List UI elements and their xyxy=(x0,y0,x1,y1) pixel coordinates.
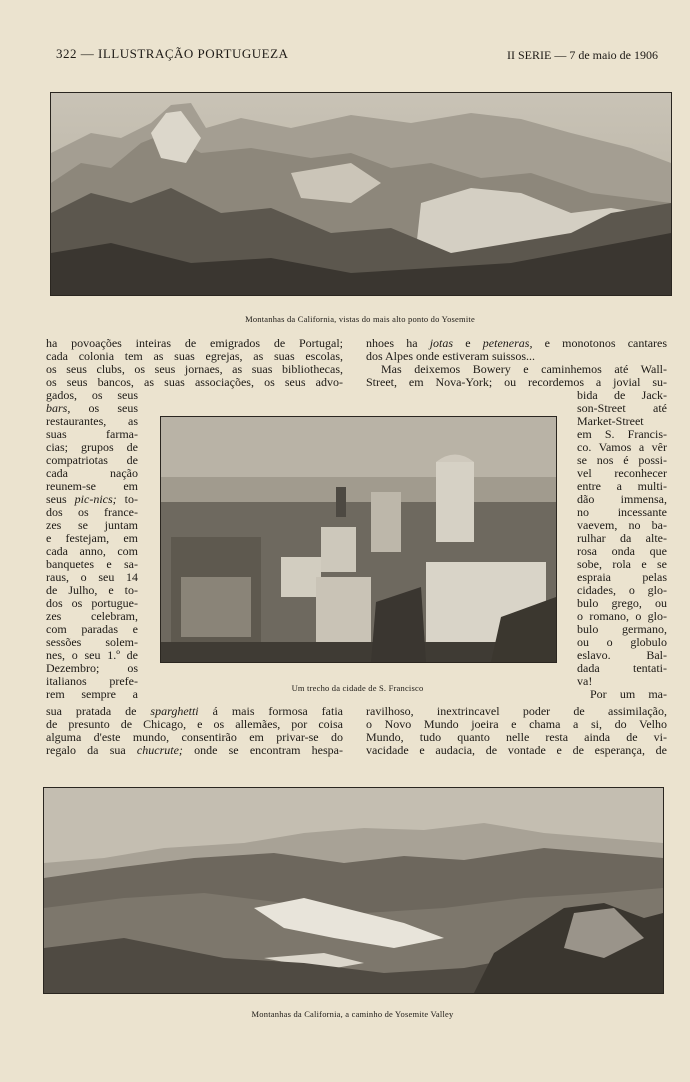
text-line: cias; grupos de xyxy=(46,440,138,454)
text-line: com paradas e xyxy=(46,622,138,636)
text-line: em S. Francis- xyxy=(577,427,667,441)
text-line: vacidade e audacia, de vontade e de esperança, de xyxy=(366,743,667,757)
text-line: o Novo Mundo joeira e chama a si, do Velho xyxy=(366,717,667,731)
text-line: ha povoações inteiras de emigrados de Portugal; xyxy=(46,336,343,350)
text-line: dos Alpes onde estiveram suissos... xyxy=(366,349,535,363)
text-line: son-Street até xyxy=(577,401,667,415)
top-photo-caption: Montanhas da California, vistas do mais alto ponto do Yosemite xyxy=(245,314,475,324)
text-line: os seus clubs, os seus jornaes, as suas bibliothecas, xyxy=(46,362,343,376)
text-line: seus pic-nics; to- xyxy=(46,492,138,506)
text-line: Por um ma- xyxy=(590,687,667,701)
text-line: espraia pelas xyxy=(577,570,667,584)
text-line: dos os france- xyxy=(46,505,138,519)
text-line: de Julho, e to- xyxy=(46,583,138,597)
text-line: ou o globulo xyxy=(577,635,667,649)
text-line: va! xyxy=(577,674,593,688)
san-francisco-city-photo xyxy=(160,416,557,663)
text-line: nes, o seu 1.º de xyxy=(46,648,138,662)
text-line: se nos é possi- xyxy=(577,453,667,467)
text-line: e festejam, em xyxy=(46,531,138,545)
text-line: Mundo, tudo quanto nelle resta ainda de vi- xyxy=(366,730,667,744)
text-line: vaevem, no ba- xyxy=(577,518,667,532)
text-line: rulhar da alte- xyxy=(577,531,667,545)
text-line: bida de Jack- xyxy=(577,388,667,402)
yosemite-peak-photo xyxy=(50,92,672,296)
text-line: Market-Street xyxy=(577,414,644,428)
text-line: cada anno, com xyxy=(46,544,138,558)
text-line: co. Vamos a vêr xyxy=(577,440,667,454)
text-line: nhoes ha jotas e peteneras, e monotonos cantares xyxy=(366,336,668,350)
text-line: dão immensa, xyxy=(577,492,667,506)
text-line: regalo da sua chucrute; onde se encontram hespa- xyxy=(46,743,343,757)
text-line: Street, em Nova-York; ou recordemos a jovial su- xyxy=(366,375,667,389)
text-line: reunem-se em xyxy=(46,479,138,493)
text-line: entre a multi- xyxy=(577,479,667,493)
italic-word: sparghetti xyxy=(150,704,199,718)
text-line: suas farma- xyxy=(46,427,138,441)
text-line: banquetes e sa- xyxy=(46,557,138,571)
text-line: sobe, rola e se xyxy=(577,557,667,571)
text-line: vel reconhecer xyxy=(577,466,667,480)
text-line: o romano, o glo- xyxy=(577,609,667,623)
text-line: bars, os seus xyxy=(46,401,138,415)
text-line: compatriotas de xyxy=(46,453,138,467)
text-line: gados, os seus xyxy=(46,388,138,402)
text-line: zes se juntam xyxy=(46,518,138,532)
italic-word: peteneras, xyxy=(482,336,533,350)
text-line: italianos prefe- xyxy=(46,674,138,688)
text-line: dos os portugue- xyxy=(46,596,138,610)
text-line: Mas deixemos Bowery e caminhemos até Wall- xyxy=(381,362,667,376)
text-line: eslavo. Bal- xyxy=(577,648,667,662)
text-line: no incessante xyxy=(577,505,667,519)
text-line: Dezembro; os xyxy=(46,661,138,675)
middle-photo-caption: Um trecho da cidade de S. Francisco xyxy=(291,683,424,693)
text-line: os seus bancos, as suas associações, os seus advo- xyxy=(46,375,343,389)
text-line: zes celebram, xyxy=(46,609,138,623)
text-line: ravilhoso, inextrincavel poder de assimilação, xyxy=(366,704,667,718)
text-line: alguma d'este mundo, consentirão em privar-se do xyxy=(46,730,343,744)
text-line: sessões solem- xyxy=(46,635,138,649)
italic-word: chucrute; xyxy=(136,743,183,757)
text-line: restaurantes, as xyxy=(46,414,138,428)
text-line: de presunto de Chicago, e os allemães, por coisa xyxy=(46,717,343,731)
text-line: cidades, o glo- xyxy=(577,583,667,597)
italic-word: pic-nics; xyxy=(74,492,117,506)
text-line: sua pratada de sparghetti á mais formosa fatia xyxy=(46,704,343,718)
yosemite-valley-road-photo xyxy=(43,787,664,994)
text-line: raus, o seu 14 xyxy=(46,570,138,584)
italic-word: bars, xyxy=(46,401,71,415)
text-line: bulo grego, ou xyxy=(577,596,667,610)
text-line: rem sempre a xyxy=(46,687,138,701)
text-line: cada nação xyxy=(46,466,138,480)
text-line: bulo germano, xyxy=(577,622,667,636)
text-line: dada tentati- xyxy=(577,661,667,675)
text-line: rosa onda que xyxy=(577,544,667,558)
italic-word: jotas xyxy=(429,336,454,350)
bottom-photo-caption: Montanhas da California, a caminho de Yosemite Valley xyxy=(251,1009,454,1019)
page-header-issue: II SERIE — 7 de maio de 1906 xyxy=(507,48,658,62)
text-line: cada colonia tem as suas egrejas, as suas escolas, xyxy=(46,349,343,363)
page-header-title: 322 — ILLUSTRAÇÃO PORTUGUEZA xyxy=(56,46,289,61)
